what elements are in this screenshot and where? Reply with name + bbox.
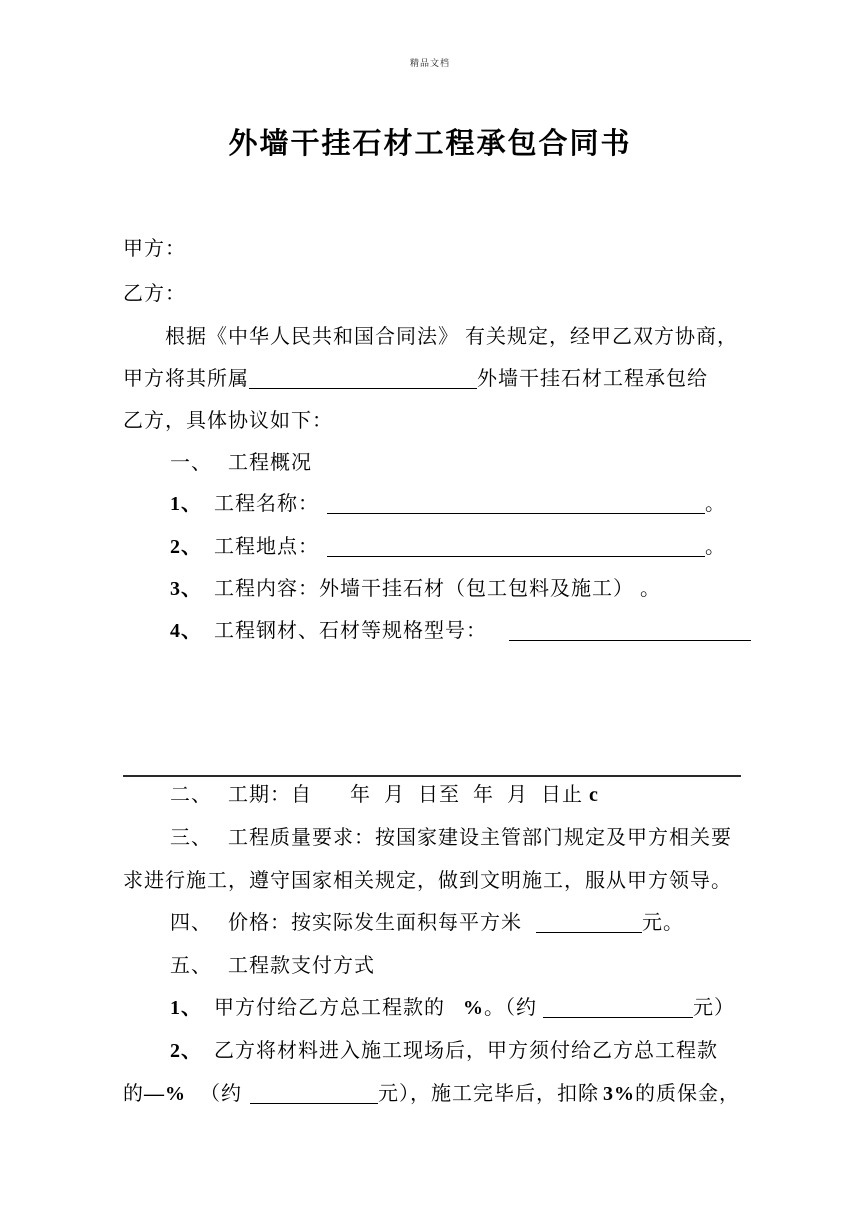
section-1-heading (170, 448, 312, 478)
payment-item-1-percent: % (463, 997, 484, 1019)
section-2-duration (170, 780, 599, 810)
blank-owner-name (249, 364, 477, 389)
payment-item-1-before: 甲方付给乙方总工程款的 (214, 997, 445, 1019)
quality-text-1: 工程质量要求：按国家建设主管部门规定及甲方相关要 (228, 827, 732, 849)
payment-item-1-number: 1、 (170, 997, 202, 1019)
blank-unit-price (536, 908, 642, 933)
party-b-line (123, 279, 186, 309)
item-2-number: 2、 (170, 536, 202, 558)
payment-item-2-retention-percent: 3% (603, 1083, 635, 1105)
payment-item-2-dash-percent: —% (144, 1083, 186, 1105)
payment-item-2-b: （约 (200, 1083, 242, 1105)
intro-line-3 (123, 406, 333, 436)
payment-item-2-line-1 (170, 1036, 718, 1066)
intro-text-1: 根据《中华人民共和国合同法》 有关规定，经甲乙双方协商， (165, 326, 738, 348)
watermark-text: 精品文档 (409, 58, 450, 68)
item-1-number: 1、 (170, 493, 202, 515)
section-2-number: 二、 (170, 784, 212, 806)
blank-payment-1-amount (543, 993, 693, 1018)
payment-item-2-line-2 (123, 1079, 740, 1109)
item-3-text: 工程内容：外墙干挂石材（包工包料及施工） 。 (214, 578, 661, 600)
payment-item-2-text-1: 乙方将材料进入施工现场后，甲方须付给乙方总工程款 (214, 1040, 718, 1062)
item-1-label: 工程名称： (214, 493, 319, 515)
overview-item-2 (170, 532, 726, 562)
payment-item-2-d: 的质保金， (635, 1083, 740, 1105)
payment-item-2-c: 元），施工完毕后，扣除 (378, 1083, 599, 1105)
intro-text-3: 乙方，具体协议如下： (123, 410, 333, 432)
party-a-line (123, 234, 186, 264)
price-before: 价格：按实际发生面积每平方米 (228, 912, 522, 934)
overview-item-4 (170, 616, 751, 646)
party-b-label: 乙方： (123, 283, 186, 305)
item-1-period: 。 (705, 493, 726, 515)
section-divider (123, 775, 741, 777)
intro-text-2-prefix: 甲方将其所属 (123, 368, 249, 390)
section-3-quality-line-2 (123, 866, 732, 896)
payment-item-1-after: 元） (693, 997, 735, 1019)
section-5-payment-heading (170, 951, 375, 981)
duration-before: 工期：自 (228, 784, 312, 806)
section-3-number: 三、 (170, 827, 212, 849)
intro-line-1 (165, 322, 738, 352)
duration-dates: 年 月 日至 年 月 日止 (350, 784, 583, 806)
section-5-number: 五、 (170, 955, 212, 977)
payment-item-1 (170, 993, 735, 1023)
section-3-quality-line-1 (170, 823, 732, 853)
section-4-price (170, 908, 684, 938)
blank-project-name (327, 489, 705, 514)
section-1-number: 一、 (170, 452, 212, 474)
overview-item-1 (170, 489, 726, 519)
payment-heading-text: 工程款支付方式 (228, 955, 375, 977)
duration-suffix: c (589, 784, 599, 806)
blank-project-location (327, 532, 705, 557)
item-4-number: 4、 (170, 620, 202, 642)
intro-text-2-suffix: 外墙干挂石材工程承包给 (477, 368, 708, 390)
blank-payment-2-amount (250, 1079, 378, 1104)
section-1-title: 工程概况 (228, 452, 312, 474)
payment-item-2-a: 的 (123, 1083, 144, 1105)
section-4-number: 四、 (170, 912, 212, 934)
quality-text-2: 求进行施工，遵守国家相关规定，做到文明施工，服从甲方领导。 (123, 870, 732, 892)
intro-line-2 (123, 364, 708, 394)
item-4-label: 工程钢材、石材等规格型号： (214, 620, 487, 642)
price-after: 元。 (642, 912, 684, 934)
payment-item-1-mid: 。（约 (484, 997, 537, 1019)
item-2-label: 工程地点： (214, 536, 319, 558)
item-2-period: 。 (705, 536, 726, 558)
document-title: 外墙干挂石材工程承包合同书 (228, 128, 632, 160)
party-a-label: 甲方： (123, 238, 186, 260)
item-3-number: 3、 (170, 578, 202, 600)
payment-item-2-number: 2、 (170, 1040, 202, 1062)
blank-material-spec (509, 616, 751, 641)
overview-item-3 (170, 574, 661, 604)
